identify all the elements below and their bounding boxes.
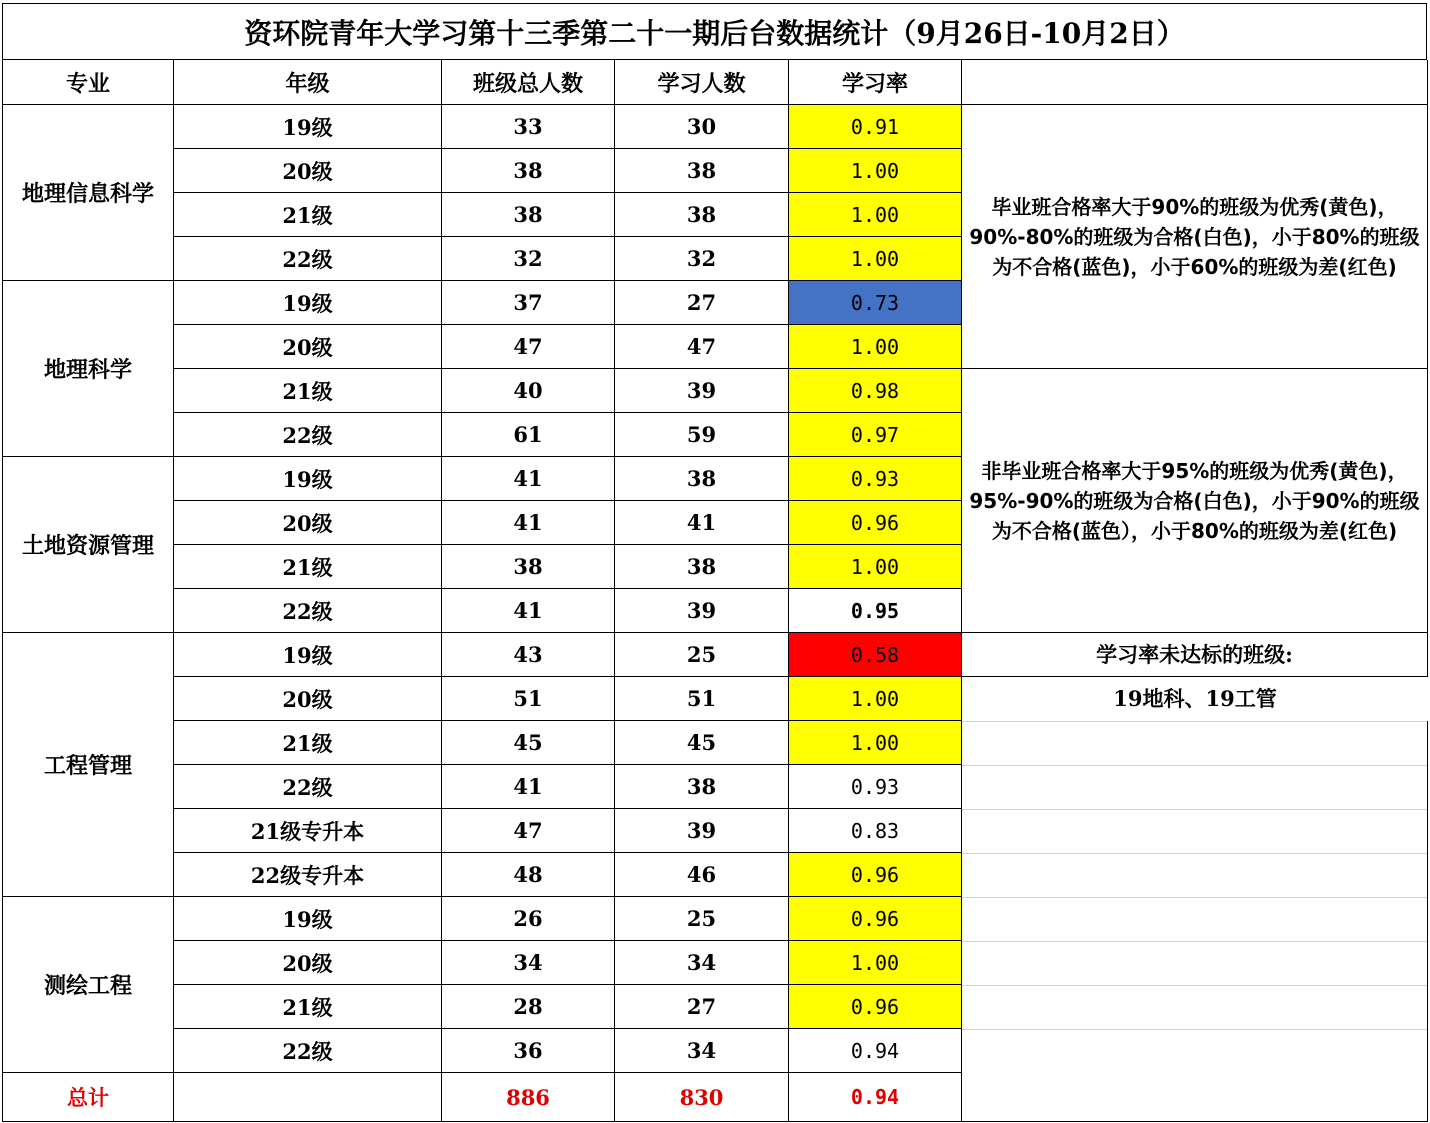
total-grade-blank [174,1073,442,1122]
class-total-cell: 51 [442,677,615,721]
class-total-cell: 37 [442,281,615,325]
learners-cell: 46 [615,853,789,897]
class-total-cell: 38 [442,545,615,589]
non-graduating-criteria-note [962,369,1428,633]
grade-cell: 22级 [174,237,442,281]
graduating-criteria-text: 毕业班合格率大于90%的班级为优秀(黄色)，90%-80%的班级为合格(白色)，小于80%的班级为不合格(蓝色)，小于60%的班级为差(红色) [969,194,1420,279]
rate-cell: 1.00 [789,149,962,193]
learners-cell: 38 [615,545,789,589]
class-total-cell: 41 [442,501,615,545]
rate-cell: 0.98 [789,369,962,413]
rate-cell: 0.94 [789,1029,962,1073]
major-name: 地理信息科学 [2,105,174,281]
grid-line [962,897,1427,898]
grade-cell: 21级 [174,369,442,413]
class-total-cell: 61 [442,413,615,457]
class-total-cell: 34 [442,941,615,985]
class-total-cell: 48 [442,853,615,897]
grade-cell: 22级 [174,589,442,633]
learners-cell: 34 [615,1029,789,1073]
class-total-cell: 41 [442,457,615,501]
rate-cell: 0.96 [789,985,962,1029]
rate-cell: 0.93 [789,765,962,809]
grade-cell: 20级 [174,325,442,369]
grade-cell: 21级 [174,985,442,1029]
rate-cell: 1.00 [789,193,962,237]
class-total-cell: 36 [442,1029,615,1073]
learners-cell: 25 [615,897,789,941]
total-rate: 0.94 [789,1073,962,1122]
class-total-cell: 40 [442,369,615,413]
learners-cell: 41 [615,501,789,545]
rate-cell: 0.96 [789,897,962,941]
grade-cell: 19级 [174,633,442,677]
learners-cell: 39 [615,809,789,853]
grid-line [962,941,1427,942]
class-total-cell: 33 [442,105,615,149]
grid-line [962,721,1427,722]
grid-line [962,985,1427,986]
learners-cell: 27 [615,281,789,325]
major-name: 地理科学 [2,281,174,457]
grade-cell: 21级 [174,545,442,589]
grade-cell: 20级 [174,941,442,985]
class-total-cell: 43 [442,633,615,677]
rate-cell: 1.00 [789,677,962,721]
grade-cell: 21级 [174,193,442,237]
unmet-class-list: 19地科、19工管 [1113,686,1277,711]
header-major: 专业 [2,60,174,105]
class-total-cell: 47 [442,325,615,369]
rate-cell: 1.00 [789,325,962,369]
rate-cell: 0.96 [789,853,962,897]
learners-cell: 47 [615,325,789,369]
class-total-cell: 28 [442,985,615,1029]
header-grade: 年级 [174,60,442,105]
grade-cell: 19级 [174,897,442,941]
learners-cell: 38 [615,149,789,193]
learners-cell: 34 [615,941,789,985]
rate-cell: 0.58 [789,633,962,677]
rate-cell: 0.83 [789,809,962,853]
bottom-border [962,1121,1428,1122]
header-learners: 学习人数 [615,60,789,105]
total-learners: 830 [615,1073,789,1122]
rate-cell: 1.00 [789,721,962,765]
graduating-criteria-note [962,105,1428,369]
grade-cell: 22级专升本 [174,853,442,897]
major-name: 测绘工程 [2,897,174,1073]
header-class-total: 班级总人数 [442,60,615,105]
learners-cell: 27 [615,985,789,1029]
learners-cell: 25 [615,633,789,677]
right-border [1427,721,1428,1122]
class-total-cell: 41 [442,765,615,809]
header-rate: 学习率 [789,60,962,105]
learners-cell: 38 [615,193,789,237]
grade-cell: 22级 [174,765,442,809]
non-graduating-criteria-text: 非毕业班合格率大于95%的班级为优秀(黄色)，95%-90%的班级为合格(白色)，小于90%的班级为不合格(蓝色），小于80%的班级为差(红色) [969,458,1420,543]
grid-line [962,1029,1427,1030]
rate-cell: 0.95 [789,589,962,633]
sheet-title: 资环院青年大学习第十三季第二十一期后台数据统计（9月26日-10月2日） [2,3,1427,60]
grade-cell: 19级 [174,105,442,149]
learners-cell: 45 [615,721,789,765]
learners-cell: 59 [615,413,789,457]
class-total-cell: 32 [442,237,615,281]
grade-cell: 19级 [174,281,442,325]
grade-cell: 19级 [174,457,442,501]
grade-cell: 21级 [174,721,442,765]
rate-cell: 0.73 [789,281,962,325]
unmet-title: 学习率未达标的班级: [962,633,1428,677]
grid-line [962,765,1427,766]
grade-cell: 20级 [174,149,442,193]
class-total-cell: 47 [442,809,615,853]
learners-cell: 51 [615,677,789,721]
grade-cell: 20级 [174,501,442,545]
learners-cell: 30 [615,105,789,149]
class-total-cell: 41 [442,589,615,633]
major-name: 工程管理 [2,633,174,897]
learners-cell: 38 [615,765,789,809]
rate-cell: 1.00 [789,941,962,985]
rate-cell: 0.96 [789,501,962,545]
major-name: 土地资源管理 [2,457,174,633]
class-total-cell: 26 [442,897,615,941]
rate-cell: 0.93 [789,457,962,501]
class-total-cell: 38 [442,149,615,193]
learners-cell: 39 [615,369,789,413]
header-notes-blank [962,60,1428,105]
grid-line [962,853,1427,854]
class-total-cell: 38 [442,193,615,237]
total-label: 总计 [2,1073,174,1122]
rate-cell: 0.97 [789,413,962,457]
learners-cell: 39 [615,589,789,633]
rate-cell: 1.00 [789,545,962,589]
rate-cell: 0.91 [789,105,962,149]
grade-cell: 20级 [174,677,442,721]
class-total-cell: 45 [442,721,615,765]
learners-cell: 32 [615,237,789,281]
rate-cell: 1.00 [789,237,962,281]
learners-cell: 38 [615,457,789,501]
total-class-count: 886 [442,1073,615,1122]
grid-line [962,809,1427,810]
grade-cell: 22级 [174,1029,442,1073]
grade-cell: 22级 [174,413,442,457]
grade-cell: 21级专升本 [174,809,442,853]
